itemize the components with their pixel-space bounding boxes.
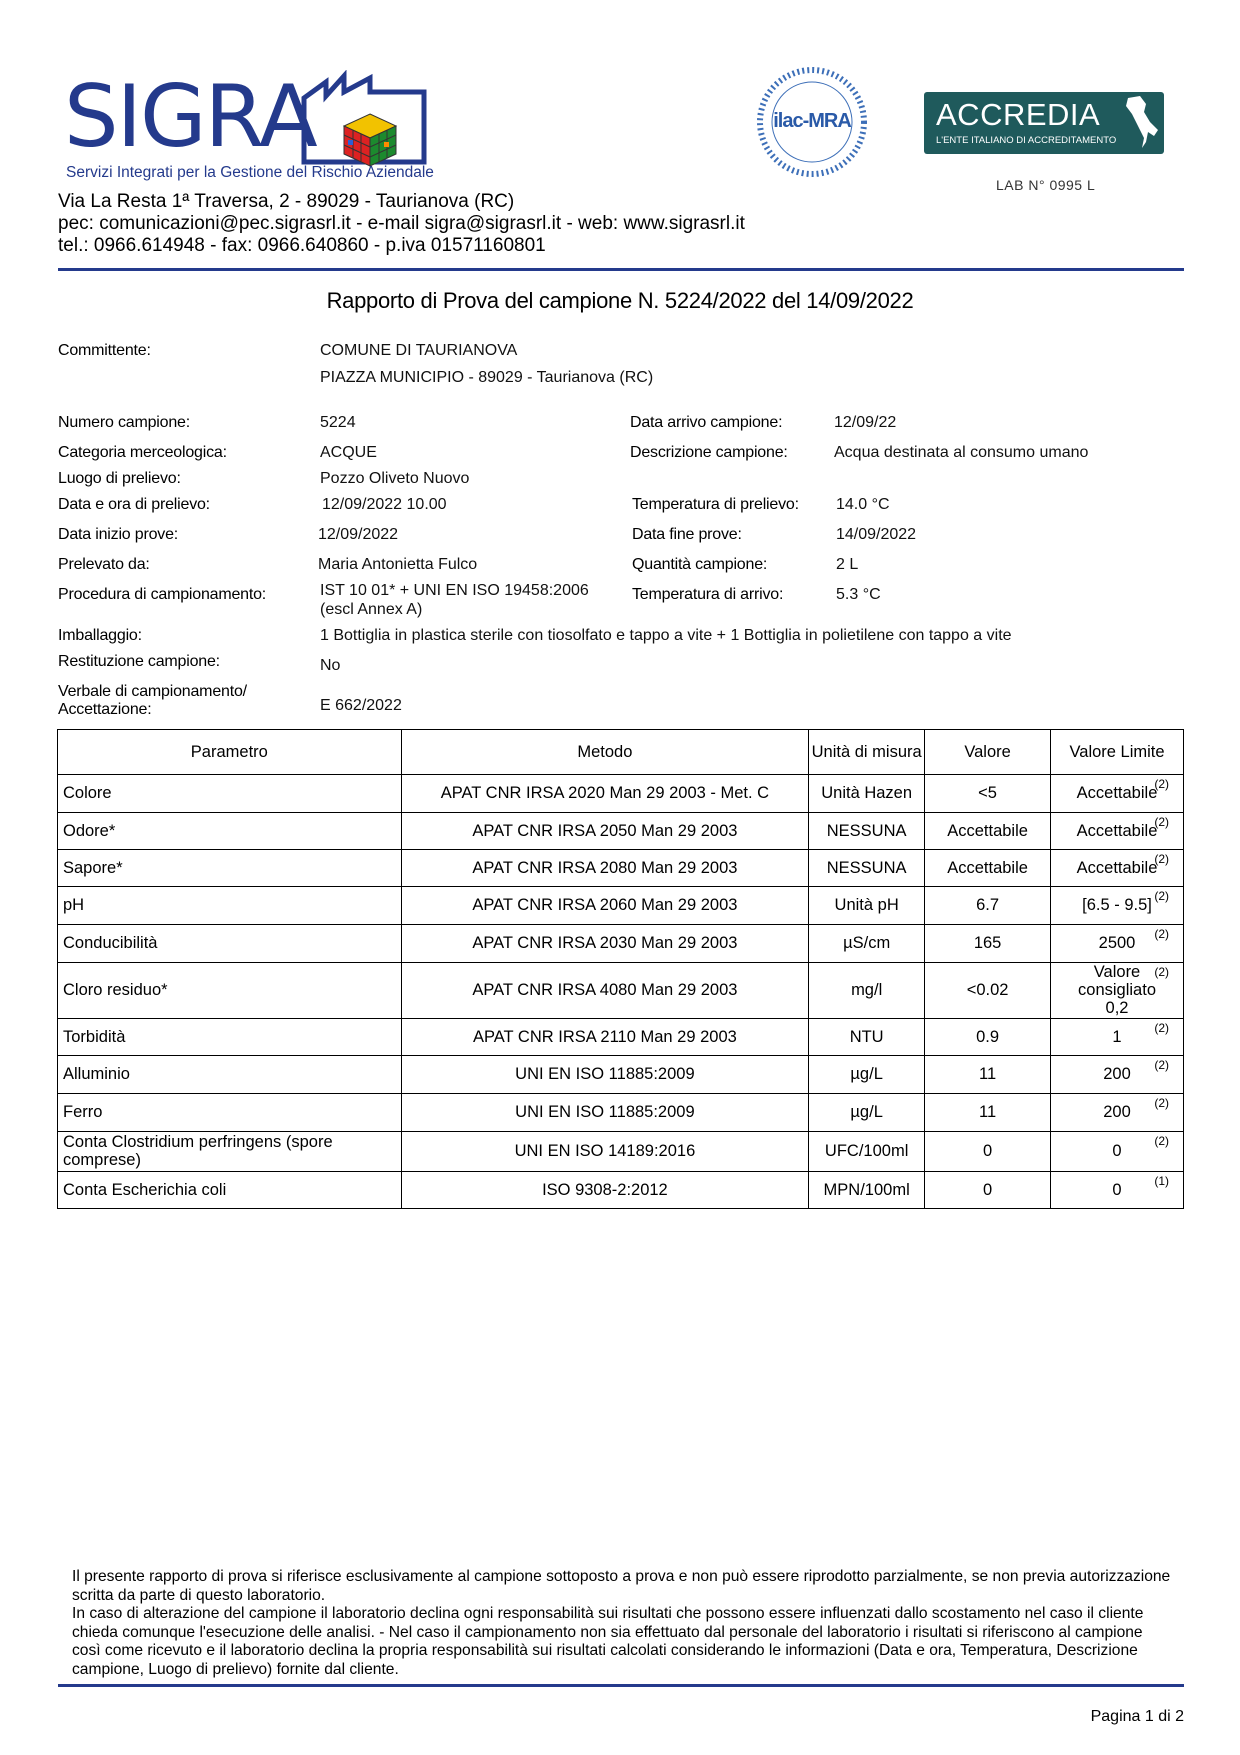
cell-limite-text: 0 [1112, 1180, 1122, 1199]
cell-valore [925, 925, 1051, 963]
ilac-mra-badge [756, 66, 868, 178]
cell-parametro [58, 1172, 402, 1209]
cell-metodo [401, 925, 809, 963]
report-number: E 662/2022 [320, 697, 402, 714]
cell-unita-text: Unità Hazen [821, 784, 913, 802]
table-row [58, 1132, 1184, 1172]
cell-limite-text: 200 [1103, 1065, 1131, 1083]
limit-note: (2) [1154, 815, 1169, 829]
table-row [58, 925, 1184, 963]
cell-limite [1051, 1056, 1184, 1094]
lab-number: LAB N° 0995 L [996, 177, 1096, 193]
cell-valore [925, 1172, 1051, 1209]
sampling-temp: 14.0 °C [836, 496, 890, 513]
header-metodo: Metodo [401, 730, 809, 775]
cell-valore [925, 775, 1051, 813]
quantity-label: Quantità campione: [632, 556, 768, 573]
arrival-date-label: Data arrivo campione: [630, 414, 783, 431]
disclaimer-paragraph-2: In caso di alterazione del campione il laboratorio declina ogni responsabilità sui risultati che possono essere influenzati dallo scostamento nel caso il cliente chieda comunque l'esecuzione delle analisi. - Nel caso il campionamento non sia effettuato dal personale del laboratorio i risultati si riferiscono al campione così come ricevuto e il laboratorio declina la propria responsabilità sui risultati calcolati considerando le informazioni (Data e ora, Temperatura, Descrizione campione, Luogo di prelievo) fornite dal cliente. [72, 1605, 1144, 1678]
footer-divider [58, 1684, 1184, 1687]
description-label: Descrizione campione: [630, 444, 788, 461]
test-end: 14/09/2022 [836, 526, 917, 543]
cell-valore [925, 813, 1051, 850]
cell-limite [1051, 887, 1184, 925]
cell-valore-text: 11 [979, 1065, 997, 1083]
sample-number: 5224 [320, 414, 356, 431]
cell-metodo [401, 887, 809, 925]
sampling-temp-label: Temperatura di prelievo: [632, 496, 799, 513]
cell-valore-text: 0.9 [976, 1027, 1000, 1046]
sampling-datetime: 12/09/2022 10.00 [322, 496, 447, 513]
cell-limite [1051, 850, 1184, 887]
cell-unita-text: µg/L [850, 1103, 883, 1121]
cell-unita [809, 1172, 925, 1209]
cell-parametro [58, 925, 402, 963]
cell-metodo [401, 775, 809, 813]
cell-metodo [401, 813, 809, 850]
cell-valore [925, 1056, 1051, 1094]
cell-limite [1051, 963, 1184, 1019]
cell-metodo-text: APAT CNR IRSA 2050 Man 29 2003 [472, 821, 738, 840]
cell-metodo-text: APAT CNR IRSA 2020 Man 29 2003 - Met. C [440, 784, 770, 802]
report-title: Rapporto di Prova del campione N. 5224/2022 del 14/09/2022 [326, 288, 914, 313]
cell-unita-text: UFC/100ml [824, 1142, 909, 1160]
table-row [58, 775, 1184, 813]
cell-limite-text: 0 [1112, 1142, 1122, 1160]
cell-unita-text: MPN/100ml [823, 1180, 910, 1199]
cell-metodo [401, 1094, 809, 1132]
category: ACQUE [320, 444, 377, 461]
disclaimer-paragraph-1: Il presente rapporto di prova si riferisce esclusivamente al campione sottoposto a prova e non può essere riprodotto parzialmente, se non previa autorizzazione scritta da parte di questo laboratorio. [72, 1568, 1171, 1604]
cell-limite [1051, 1019, 1184, 1056]
cell-unita [809, 887, 925, 925]
cell-metodo-text: APAT CNR IRSA 4080 Man 29 2003 [472, 981, 738, 999]
cell-parametro [58, 887, 402, 925]
sampling-place-label: Luogo di prelievo: [58, 470, 181, 487]
cell-limite-text: Accettabile [1076, 821, 1158, 840]
table-row [58, 963, 1184, 1019]
sampling-procedure: IST 10 01* + UNI EN ISO 19458:2006 [320, 582, 589, 599]
cell-valore [925, 1094, 1051, 1132]
limit-note: (2) [1154, 1058, 1169, 1072]
cell-limite-text: Valore consigliato 0,2 [1078, 963, 1156, 1017]
cell-parametro-text: Ferro [63, 1103, 103, 1121]
cell-unita-text: NESSUNA [826, 821, 907, 840]
cell-metodo-text: APAT CNR IRSA 2030 Man 29 2003 [472, 934, 738, 952]
table-row [58, 1172, 1184, 1209]
limit-note: (2) [1154, 1096, 1169, 1110]
cell-parametro-text: Conta Clostridium perfringens (spore comprese) [63, 1133, 333, 1169]
cell-valore [925, 963, 1051, 1019]
acceptance-label: Accettazione: [58, 701, 152, 718]
cell-unita-text: NTU [849, 1027, 884, 1046]
header-unita: Unità di misura [809, 730, 925, 775]
arrival-date: 12/09/22 [834, 414, 897, 431]
cell-unita [809, 813, 925, 850]
cell-metodo-text: APAT CNR IRSA 2080 Man 29 2003 [472, 858, 738, 877]
limit-note: (2) [1154, 777, 1169, 791]
cell-limite [1051, 813, 1184, 850]
limit-note: (1) [1154, 1174, 1169, 1188]
cell-parametro-text: Conta Escherichia coli [63, 1180, 227, 1199]
cell-unita [809, 775, 925, 813]
cell-valore-text: 0 [982, 1180, 993, 1199]
header-parametro: Parametro [58, 730, 402, 775]
sampling-procedure-note: (escl Annex A) [320, 601, 423, 618]
cell-parametro [58, 1132, 402, 1172]
limit-note: (2) [1154, 965, 1169, 979]
cell-unita-text: mg/l [851, 981, 883, 999]
ilac-text: ilac-MRA [773, 110, 851, 132]
cell-metodo-text: ISO 9308-2:2012 [542, 1180, 668, 1199]
accredia-title: ACCREDIA [936, 97, 1101, 132]
client-address: PIAZZA MUNICIPIO - 89029 - Taurianova (RC) [320, 369, 654, 386]
cell-metodo-text: UNI EN ISO 14189:2016 [514, 1142, 696, 1160]
report-label: Verbale di campionamento/ [58, 683, 247, 700]
cell-limite-text: 2500 [1098, 934, 1136, 952]
header-valore: Valore [925, 730, 1051, 775]
packaging: 1 Bottiglia in plastica sterile con tiosolfato e tappo a vite + 1 Bottiglia in polietilene con tappo a vite [320, 627, 1012, 644]
table-row [58, 1019, 1184, 1056]
cell-parametro [58, 1019, 402, 1056]
results-table [57, 729, 1184, 1209]
cell-unita [809, 925, 925, 963]
cell-valore-text: 165 [973, 934, 1002, 952]
cell-unita [809, 963, 925, 1019]
cell-metodo [401, 1132, 809, 1172]
results-body [58, 775, 1184, 1209]
cell-metodo [401, 963, 809, 1019]
cell-valore [925, 850, 1051, 887]
address-line: Via La Resta 1ª Traversa, 2 - 89029 - Taurianova (RC) [58, 191, 515, 212]
cell-valore [925, 1019, 1051, 1056]
quantity: 2 L [836, 556, 859, 573]
cell-limite [1051, 925, 1184, 963]
table-row [58, 1056, 1184, 1094]
cell-parametro [58, 963, 402, 1019]
cell-limite-text: [6.5 - 9.5] [1082, 896, 1152, 914]
cell-valore-text: 6.7 [976, 896, 1000, 914]
cell-limite [1051, 1094, 1184, 1132]
accredia-badge [924, 92, 1164, 154]
cell-parametro-text: Sapore* [63, 858, 123, 877]
cell-metodo [401, 1056, 809, 1094]
cell-unita-text: µS/cm [843, 934, 891, 952]
sample-number-label: Numero campione: [58, 414, 190, 431]
cell-parametro [58, 813, 402, 850]
italy-map-icon [1124, 96, 1160, 150]
return-label: Restituzione campione: [58, 653, 220, 670]
cell-parametro-text: pH [63, 896, 85, 914]
cell-parametro-text: Alluminio [63, 1065, 130, 1083]
phone-line: tel.: 0966.614948 - fax: 0966.640860 - p.iva 01571160801 [58, 235, 546, 256]
cell-valore-text: 0 [982, 1142, 993, 1160]
limit-note: (2) [1154, 852, 1169, 866]
cell-unita-text: NESSUNA [826, 858, 907, 877]
packaging-label: Imballaggio: [58, 627, 142, 644]
cell-valore [925, 887, 1051, 925]
table-row [58, 813, 1184, 850]
cell-valore-text: <0.02 [966, 981, 1009, 999]
limit-note: (2) [1154, 1134, 1169, 1148]
table-row [58, 1094, 1184, 1132]
client-name: COMUNE DI TAURIANOVA [320, 342, 518, 359]
header-limite: Valore Limite [1051, 730, 1184, 775]
cell-unita-text: Unità pH [834, 896, 899, 914]
cell-metodo [401, 1172, 809, 1209]
sampling-place: Pozzo Oliveto Nuovo [320, 470, 470, 487]
limit-note: (2) [1154, 927, 1169, 941]
table-row [58, 850, 1184, 887]
test-end-label: Data fine prove: [632, 526, 742, 543]
factory-cube-logo-icon [300, 70, 430, 170]
cell-metodo [401, 850, 809, 887]
cell-unita [809, 1094, 925, 1132]
cell-unita-text: µg/L [850, 1065, 883, 1083]
return-value: No [320, 657, 341, 674]
cell-valore-text: <5 [978, 784, 997, 802]
arrival-temp-label: Temperatura di arrivo: [632, 586, 784, 603]
sampled-by: Maria Antonietta Fulco [318, 556, 478, 573]
cell-valore-text: Accettabile [947, 858, 1028, 877]
cell-parametro-text: Odore* [63, 821, 116, 840]
contact-line: pec: comunicazioni@pec.sigrasrl.it - e-mail sigra@sigrasrl.it - web: www.sigrasrl.it [58, 213, 745, 234]
arrival-temp: 5.3 °C [836, 586, 881, 603]
logo-subtitle: Servizi Integrati per la Gestione del Rischio Aziendale [66, 164, 434, 181]
company-logo-text: SIGRA [64, 67, 316, 167]
cell-limite-text: 1 [1112, 1027, 1122, 1046]
cell-parametro-text: Torbidità [63, 1027, 126, 1046]
page-number: Pagina 1 di 2 [1090, 1708, 1184, 1725]
cell-parametro-text: Colore [63, 784, 112, 802]
cell-limite-text: Accettabile [1076, 858, 1158, 877]
limit-note: (2) [1154, 889, 1169, 903]
header-divider [58, 268, 1184, 271]
cell-parametro-text: Conducibilità [63, 934, 158, 952]
cell-metodo-text: APAT CNR IRSA 2110 Man 29 2003 [472, 1027, 737, 1046]
cell-limite-text: 200 [1103, 1103, 1131, 1121]
limit-note: (2) [1154, 1021, 1169, 1035]
cell-metodo-text: APAT CNR IRSA 2060 Man 29 2003 [472, 896, 738, 914]
disclaimer [72, 1568, 1172, 1679]
cell-parametro [58, 1056, 402, 1094]
cell-limite [1051, 1172, 1184, 1209]
cell-parametro-text: Cloro residuo* [63, 981, 168, 999]
cell-valore-text: Accettabile [947, 821, 1028, 840]
table-header-row [58, 730, 1184, 775]
cell-unita [809, 1019, 925, 1056]
category-label: Categoria merceologica: [58, 444, 227, 461]
cell-unita [809, 1132, 925, 1172]
cell-parametro [58, 850, 402, 887]
cell-unita [809, 1056, 925, 1094]
cell-metodo-text: UNI EN ISO 11885:2009 [515, 1103, 695, 1121]
cell-limite [1051, 775, 1184, 813]
sampling-datetime-label: Data e ora di prelievo: [58, 496, 210, 513]
sampled-by-label: Prelevato da: [58, 556, 150, 573]
table-row [58, 887, 1184, 925]
cell-unita [809, 850, 925, 887]
cell-parametro [58, 775, 402, 813]
cell-metodo-text: UNI EN ISO 11885:2009 [515, 1065, 695, 1083]
cell-limite-text: Accettabile [1076, 784, 1158, 802]
client-label: Committente: [58, 342, 151, 359]
cell-limite [1051, 1132, 1184, 1172]
sampling-procedure-label: Procedura di campionamento: [58, 586, 267, 603]
cell-parametro [58, 1094, 402, 1132]
cell-valore [925, 1132, 1051, 1172]
test-start-label: Data inizio prove: [58, 526, 179, 543]
cell-metodo [401, 1019, 809, 1056]
accredia-subtitle: L'ENTE ITALIANO DI ACCREDITAMENTO [936, 135, 1117, 146]
description: Acqua destinata al consumo umano [834, 444, 1089, 461]
cell-valore-text: 11 [979, 1103, 997, 1121]
test-start: 12/09/2022 [318, 526, 399, 543]
